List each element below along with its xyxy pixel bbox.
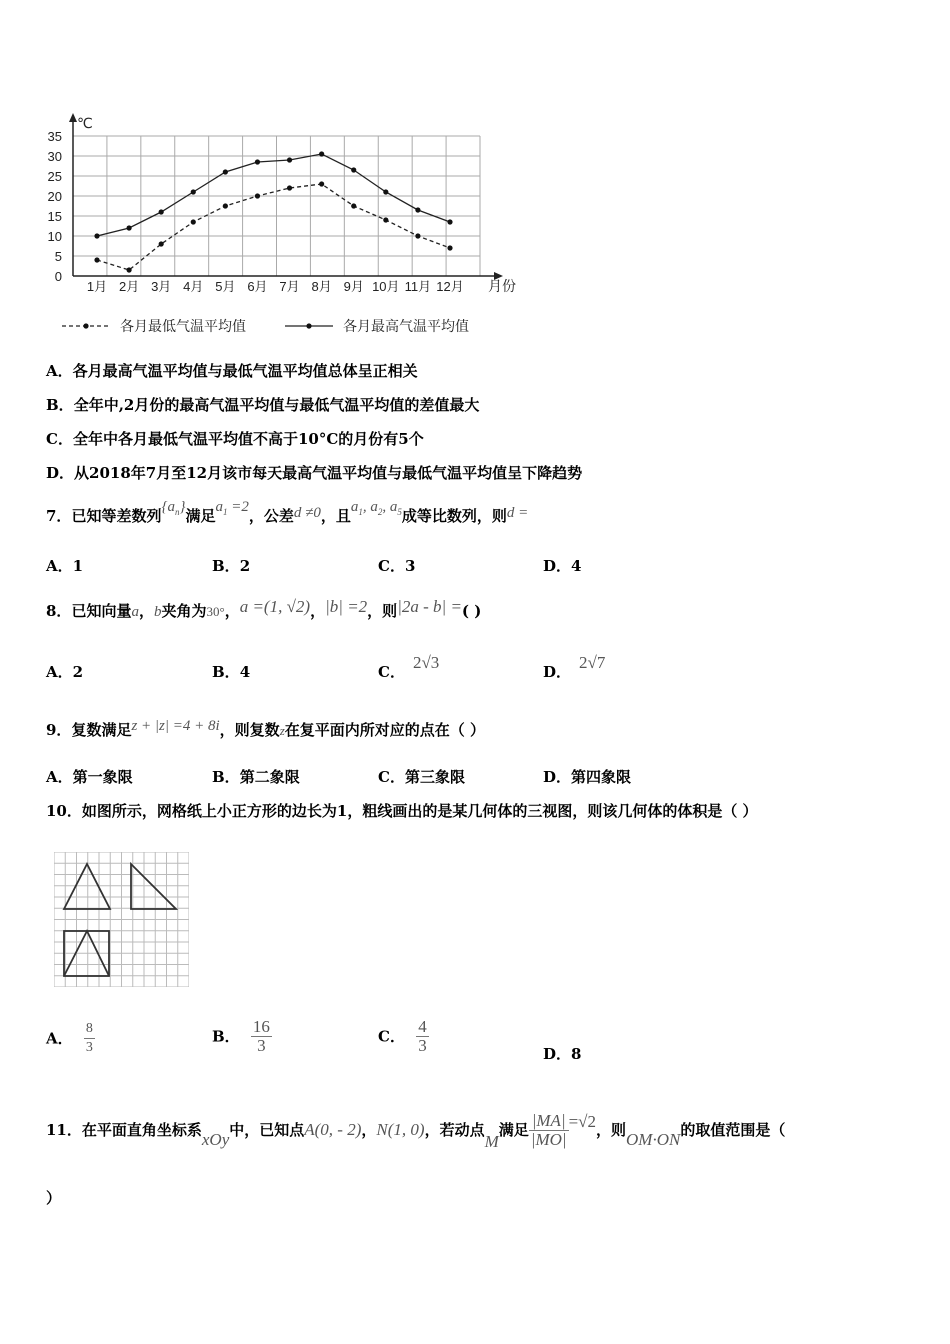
y-tick-label: 5 bbox=[54, 249, 62, 264]
series-line-1 bbox=[97, 184, 450, 270]
data-point bbox=[447, 245, 452, 250]
x-tick-label: 10月 bbox=[372, 279, 400, 294]
data-point bbox=[159, 209, 164, 214]
q9-option-d: D．第四象限 bbox=[543, 768, 632, 786]
data-point bbox=[447, 219, 452, 224]
q7-option-d: D．4 bbox=[543, 557, 582, 575]
x-axis-label: 月份 bbox=[488, 278, 516, 294]
x-tick-label: 12月 bbox=[436, 279, 464, 294]
series-line-2 bbox=[97, 154, 450, 236]
q6-option-b: B．全年中,2月份的最高气温平均值与最低气温平均值的差值最大 bbox=[46, 396, 480, 414]
y-tick-label: 0 bbox=[54, 269, 62, 284]
q10-option-d: D．8 bbox=[543, 1045, 582, 1063]
data-point bbox=[126, 225, 131, 230]
q8-option-d: D． 2√7 bbox=[543, 653, 606, 681]
x-tick-labels bbox=[87, 279, 464, 294]
data-point bbox=[159, 241, 164, 246]
q8-option-c: C． 2√3 bbox=[378, 653, 440, 681]
y-tick-label: 15 bbox=[47, 209, 62, 224]
x-tick-label: 5月 bbox=[215, 279, 236, 294]
legend-marker-2 bbox=[306, 323, 311, 328]
side-view-triangle bbox=[131, 864, 176, 909]
question-7: 7．已知等差数列$\{a_n\}$满足$a_1 =2$，公差d ≠0，且$a_1$, $a_2$, $a_5$成等比数列，则d = bbox=[46, 499, 529, 525]
q6-option-d: D．从2018年7月至12月该市每天最高气温平均值与最低气温平均值呈下降趋势 bbox=[46, 464, 583, 482]
chart-grid bbox=[73, 136, 480, 276]
data-point bbox=[319, 181, 324, 186]
question-11: 11．在平面直角坐标系 xOy 中，已知点 A(0, - 2) ， N(1, 0) ，若动点 M 满足 $\frac{|MA|}{|MO|}$ =√2 ，则 OM·ON 的取值范围是（ bbox=[46, 1110, 786, 1151]
y-tick-label: 10 bbox=[47, 229, 62, 244]
data-point bbox=[255, 159, 260, 164]
q10-option-a: A． $\frac{8}{3}$ bbox=[46, 1021, 93, 1055]
question-9: 9．复数满足z + |z| =4 + 8i，则复数z在复平面内所对应的点在（ ） bbox=[46, 718, 485, 739]
question-11-close: ） bbox=[46, 1189, 62, 1207]
data-point bbox=[191, 219, 196, 224]
data-point bbox=[287, 157, 292, 162]
q9-option-b: B．第二象限 bbox=[212, 768, 300, 786]
front-view-triangle bbox=[64, 864, 110, 909]
three-view-figure bbox=[54, 852, 189, 987]
legend-marker-1 bbox=[83, 323, 88, 328]
y-tick-labels bbox=[48, 129, 62, 284]
y-tick-label: 25 bbox=[47, 169, 62, 184]
legend-label-2: 各月最高气温平均值 bbox=[343, 318, 469, 334]
question-8: 8．已知向量a，b夹角为30°，a =(1, √2)，|b| =2，则|2a - b| =( ) bbox=[46, 597, 482, 620]
data-point bbox=[223, 169, 228, 174]
data-point bbox=[351, 167, 356, 172]
data-point bbox=[223, 203, 228, 208]
data-point bbox=[191, 189, 196, 194]
x-tick-label: 11月 bbox=[404, 279, 432, 294]
x-tick-label: 3月 bbox=[151, 279, 172, 294]
data-point bbox=[255, 193, 260, 198]
y-tick-label: 30 bbox=[47, 149, 62, 164]
data-point bbox=[94, 233, 99, 238]
chart-series bbox=[94, 151, 452, 272]
q7-option-b: B．2 bbox=[212, 557, 251, 575]
q8-option-a: A．2 bbox=[46, 663, 84, 681]
y-unit-label: ℃ bbox=[77, 115, 93, 131]
question-10: 10．如图所示，网格纸上小正方形的边长为1，粗线画出的是某几何体的三视图，则该几何体的体积是（ ） bbox=[46, 802, 758, 820]
data-point bbox=[415, 207, 420, 212]
x-tick-label: 2月 bbox=[118, 279, 140, 294]
data-point bbox=[351, 203, 356, 208]
data-point bbox=[319, 151, 324, 156]
x-tick-label: 4月 bbox=[183, 279, 204, 294]
q10-option-c: C． $\frac{4}{3}$ bbox=[378, 1017, 427, 1055]
data-point bbox=[383, 217, 388, 222]
y-tick-label: 20 bbox=[47, 189, 62, 204]
q9-option-c: C．第三象限 bbox=[378, 768, 465, 786]
x-tick-label: 6月 bbox=[247, 279, 268, 294]
figure-grid bbox=[54, 852, 189, 987]
q10-option-b: B． $\frac{16}{3}$ bbox=[212, 1017, 270, 1055]
data-point bbox=[126, 267, 131, 272]
data-point bbox=[415, 233, 420, 238]
q6-option-c: C．全年中各月最低气温平均值不高于10°C的月份有5个 bbox=[46, 430, 424, 448]
data-point bbox=[94, 257, 99, 262]
q7-option-a: A．1 bbox=[46, 557, 84, 575]
temperature-chart bbox=[40, 108, 540, 348]
x-tick-label: 8月 bbox=[311, 279, 332, 294]
x-tick-label: 7月 bbox=[279, 279, 300, 294]
data-point bbox=[287, 185, 292, 190]
q9-option-a: A．第一象限 bbox=[46, 768, 133, 786]
q6-option-a: A．各月最高气温平均值与最低气温平均值总体呈正相关 bbox=[46, 362, 418, 380]
x-tick-label: 1月 bbox=[86, 279, 108, 294]
data-point bbox=[383, 189, 388, 194]
q7-option-c: C．3 bbox=[378, 557, 416, 575]
chart-legend bbox=[62, 318, 469, 334]
legend-label-1: 各月最低气温平均值 bbox=[120, 318, 246, 334]
x-tick-label: 9月 bbox=[343, 279, 364, 294]
y-axis-arrow bbox=[69, 113, 77, 122]
q8-option-b: B．4 bbox=[212, 663, 251, 681]
y-tick-label: 35 bbox=[47, 129, 62, 144]
